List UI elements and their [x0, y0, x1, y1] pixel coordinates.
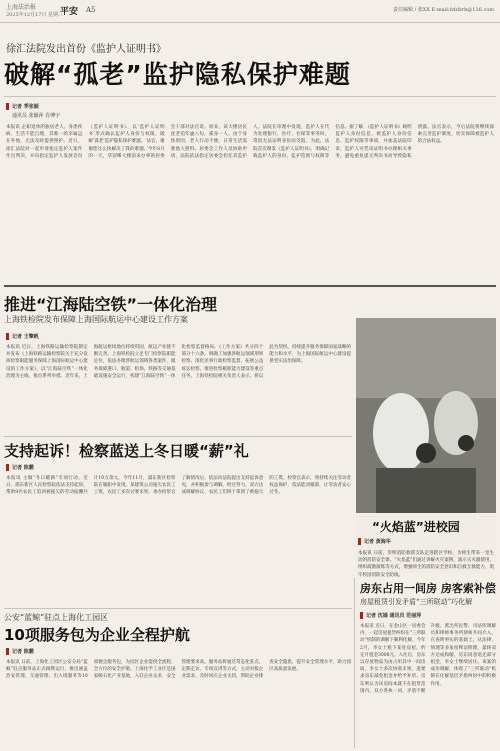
paper-name: 上海法治报	[6, 4, 37, 11]
editor-info: 责任编辑 / 张XX E-mail:fzbfzrb@126.com	[392, 7, 494, 13]
article3-byline: 记者 陈鹏	[12, 465, 34, 471]
fire-headline: “火焰蓝”进校园	[372, 520, 460, 534]
byline-marker	[6, 648, 9, 655]
article1-byline: 记者 季张颖	[12, 104, 39, 110]
article5-kicker: 公安“蓝鲸”驻点上海化工园区	[4, 613, 109, 622]
article2-byline: 记者 王擎帆	[12, 334, 39, 340]
article5-byline: 记者 陈鹏	[12, 649, 34, 655]
article4-headline: 房东占用一间房 房客索补偿	[360, 582, 496, 595]
divider	[4, 96, 496, 97]
article1-byline2: 通讯员 张颖萍 肖博宇	[12, 113, 61, 119]
article1-body: 本报讯 企职退休的独居老人、身患疾病，生活不能自理，其唯一的亲属远在外地，无法及时提供照护。近日，徐汇法院对一起申请指定监护人案件作出判决，并向指定监护人发放首份《监护人证明书》，以‘监护人证明书’形式确认监护人身份与权限，破解‘孤老’监护隐私保护难题。‘法官，谢谢您这么快解决了我的难题。’今年8月的一天，华迎晞大楼前来办事的居委会干部对法官说。原来，该大楼居民沈老伯年逾八旬，孤身一人。由于身体原因，老人行动不便，日常生活需要他人照料。居委会工作人员协助申请，法院依法指定居委会担任其监护人。法院在审理中发现，监护人在代为处理银行、医疗、社保等事务时，常因无法证明身份而受阻。为此，法院首次制发《监护人证明书》，明确记载监护人的身份、监护范围与权限等信息。据了解，《监护人证明书》载明监护人身份信息、被监护人身份信息、监护权限等事项，并加盖法院印章，监护人可凭该证明书办理相关事务，避免重复提交判决书而导致隐私泄露。法官表示，今后法院将继续探索完善监护制度，切实保障被监护人的合法权益。	[6, 125, 494, 159]
article3-body: 本报讯 主做“冬日暖薪”专项行动，近日，浦东新区人民检察院依法支持起诉，帮助9名农民工追回被拖欠的劳动报酬共计10万余元。今年11月，浦东新区检察院在履职中发现，某建筑公司拖欠农民工工资，农民工多次讨要未果。承办检察官了解情况后，依法向法院提出支持起诉意见，并积极参与调解。经过努力，双方达成调解协议，农民工们终于拿到了被拖欠的工资。检察官表示，将持续关注劳动者权益保护，依法能动履职，让劳动者安心过冬。	[6, 476, 351, 496]
article1-kicker: 徐汇法院发出首份《监护人证明书》	[6, 44, 166, 55]
article4-byline: 记者 沈嫣 通讯员 范丽萍	[366, 613, 422, 619]
divider	[4, 436, 352, 437]
byline-marker	[6, 464, 9, 471]
column-divider	[354, 578, 355, 748]
section-name: 平安	[60, 7, 79, 17]
article2-subtitle: 上海铁检院发布保障上海国际航运中心建设工作方案	[4, 315, 188, 324]
section-divider	[4, 285, 496, 287]
article4-body: 本报讯 近日，在金山区一居委会内，一起房屋租赁纠纷在“三所联动”机制的调解下顺利化解。今年2月，李女士租下某处房屋，约定月租金3000元。入住后，房东以存放物品为由占用其中一间房间，李女士多次协商未果，遂要求房东减免租金并给予补偿。房东则认为该房间本就不在租赁范围内。双方各执一词，矛盾不断升级。派出所民警、司法所调解员和律师事务所律师共同介入，在查明事实的基础上，从法律、情理等多角度释法明理，最终双方达成和解，房东同意退还部分租金，李女士继续居住。该案的成功调解，体现了“三所联动”机制在化解基层矛盾纠纷中的积极作用。	[360, 624, 496, 694]
article2-headline: 推进“江海陆空铁”一体化治理	[4, 295, 218, 314]
byline-marker	[358, 538, 361, 545]
issue-date: 2025年12月17日 星期三	[6, 12, 64, 18]
divider	[4, 608, 352, 609]
article2-body: 本报讯 近日，上海铁路运输检察院制定并发布《上海铁路运输检察院关于充分发挥检察职能服务保障上海国际航运中心建设的工作方案》，以“江海陆空铁”一体化治理为主线，推出系列举措。近年来，上海航运枢纽地位持续巩固，航运产业链不断完善。上海铁检院立足专门检察院职能定位，依法办理涉航运领域各类案件，服务保障港口、航道、机场、铁路等交通基础设施安全运行，构建“江海陆空铁”一体化检察监督格局。《工作方案》共分四个部分十六条，明确了加强涉航运领域刑事检察、深化民事行政检察监督、拓展公益诉讼检察、推进检察履职能力建设等重点任务。上海铁检院相关负责人表示，将以此为契机，持续提升服务保障国家战略的能力和水平，为上海国际航运中心建设提供坚实法治保障。	[6, 345, 351, 379]
article5-body: 本报讯 日前，上海化工园区公安分局“蓝鲸”驻点服务站正式揭牌运行，推出涵盖治安管理、交通管理、出入境服务等10项便企服务包，为园区企业提供全流程、全方位的安全护航。上海化学工业区是国家级石化产业基地，入驻企业众多，安全管理要求高。服务站将通过常态化驻点、定期走访、专项宣讲等方式，主动对接企业需求，及时回应企业关切，帮助企业排查安全隐患，提升安全管理水平，助力园区高质量发展。	[6, 660, 351, 680]
article4-subtitle: 房屋租赁引发矛盾“三所联动”巧化解	[360, 598, 473, 606]
article5-headline: 10项服务包为企业全程护航	[4, 626, 190, 644]
byline-marker	[6, 333, 9, 340]
article3-headline: 支持起诉！检察蓝送上冬日暖“薪”礼	[4, 442, 249, 460]
fire-body: 本报讯 日前，崇明消防救援支队走进辖区学校，为师生带来一堂生动的消防安全课。“火焰蓝”们通过讲解火灾案例、演示灭火器使用、组织疏散演练等方式，增强师生的消防安全意识和自救互救能力，筑牢校园消防安全防线。	[358, 551, 494, 578]
fire-byline: 记者 黄海华	[364, 539, 391, 545]
page-number: A5	[86, 6, 96, 14]
article1-headline: 破解“孤老”监护隐私保护难题	[4, 60, 351, 89]
photo-illustration	[356, 318, 496, 513]
byline-marker	[6, 103, 9, 110]
byline-marker	[360, 612, 363, 619]
fire-drill-photo	[356, 318, 496, 513]
